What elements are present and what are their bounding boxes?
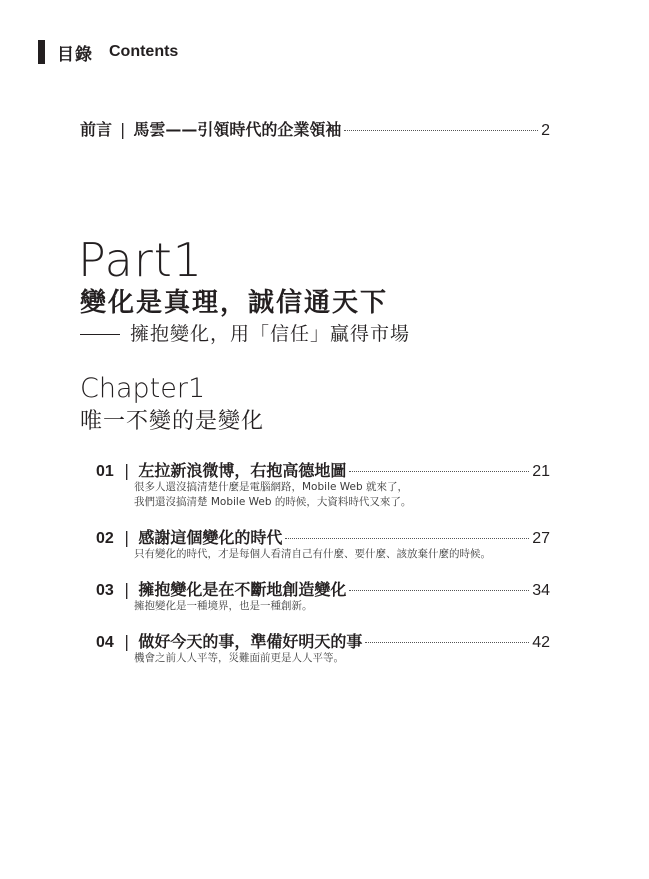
part-subtitle: [80, 320, 410, 348]
part-title: 變化是真理，誠信通天下: [80, 288, 389, 318]
chapter-title: 唯一不變的是變化: [80, 409, 265, 434]
entry-number: 02: [96, 530, 114, 547]
entry-page-number: 21: [532, 463, 550, 480]
entry-description-line: 我們還沒搞清楚 Mobile Web 的時候，大資料時代又來了。: [134, 496, 412, 508]
entry-description: [134, 599, 550, 614]
entry-title: 擁抱變化是在不斷地創造變化: [138, 580, 347, 599]
entry-title: 左拉新浪微博，右抱高德地圖: [138, 461, 347, 480]
preface-title: 馬雲——引領時代的企業領袖: [133, 120, 342, 139]
toc-entry[interactable]: [96, 525, 550, 562]
dot-leader: [344, 130, 538, 131]
subtitle-dash: [80, 334, 120, 335]
toc-entry-line: [96, 525, 550, 547]
part-subtitle-text: 擁抱變化，用「信任」贏得市場: [130, 323, 411, 345]
toc-entry[interactable]: [96, 458, 550, 510]
preface-separator: |: [120, 120, 126, 139]
preface-page-number: 2: [541, 122, 550, 139]
preface-label: 前言: [80, 120, 113, 139]
part-label: Part1: [78, 233, 204, 287]
entry-number: 01: [96, 463, 114, 480]
dot-leader: [349, 590, 529, 591]
chapter-label: Chapter1: [80, 373, 206, 404]
toc-entry[interactable]: [96, 577, 550, 614]
entry-number: 04: [96, 634, 114, 651]
dot-leader: [285, 538, 529, 539]
entry-page-number: 34: [532, 582, 550, 599]
entry-description: [134, 480, 550, 510]
dot-leader: [365, 642, 529, 643]
entry-title: 做好今天的事，準備好明天的事: [138, 632, 363, 651]
chapter-entries: [96, 458, 550, 681]
header-marker-bar: [38, 40, 45, 64]
entry-page-number: 42: [532, 634, 550, 651]
entry-description: [134, 651, 550, 666]
entry-number: 03: [96, 582, 114, 599]
entry-separator: |: [124, 580, 130, 599]
entry-separator: |: [124, 461, 130, 480]
entry-title: 感謝這個變化的時代: [138, 528, 283, 547]
entry-description-line: 機會之前人人平等，災難面前更是人人平等。: [134, 652, 344, 664]
header-title-en: Contents: [109, 43, 179, 60]
entry-separator: |: [124, 528, 130, 547]
entry-description-line: 很多人還沒搞清楚什麼是電腦網路，Mobile Web 就來了，: [134, 481, 409, 493]
entry-description-line: 只有變化的時代，才是每個人看清自己有什麼、要什麼、該放棄什麼的時候。: [134, 548, 491, 560]
toc-entry-line: [96, 458, 550, 480]
contents-header: [38, 40, 178, 64]
entry-description-line: 擁抱變化是一種境界，也是一種創新。: [134, 600, 313, 612]
entry-separator: |: [124, 632, 130, 651]
dot-leader: [349, 471, 529, 472]
toc-entry-line: [96, 577, 550, 599]
toc-entry[interactable]: [96, 629, 550, 666]
toc-entry-line: [96, 629, 550, 651]
entry-page-number: 27: [532, 530, 550, 547]
preface-entry[interactable]: [80, 117, 550, 140]
header-title-zh: 目錄: [57, 44, 93, 65]
entry-description: [134, 547, 550, 562]
